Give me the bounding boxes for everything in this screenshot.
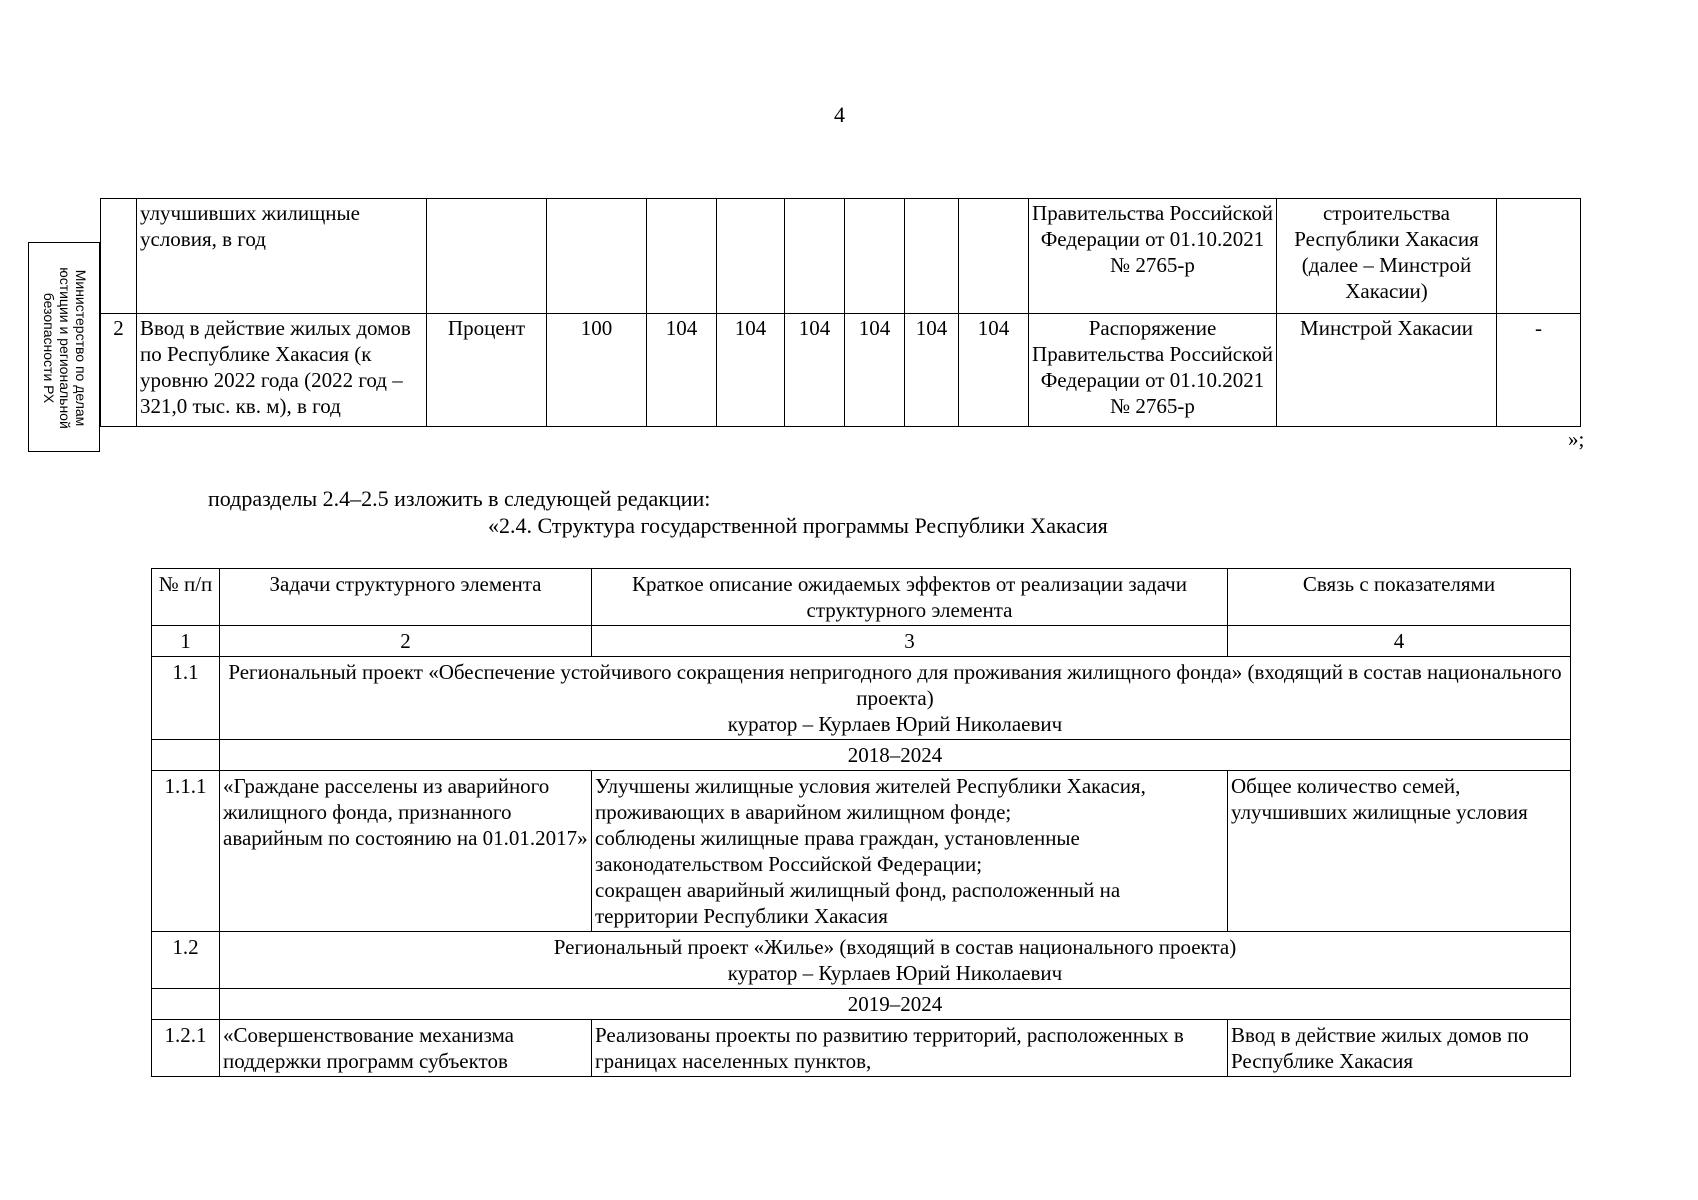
value-cell: 100 (547, 314, 647, 427)
task-effects (592, 771, 1228, 932)
legal-basis: Правительства Российской Федерации от 01.10.2021 № 2765-р (1029, 199, 1277, 314)
unit: Процент (427, 314, 547, 427)
section-number: 1.1 (152, 657, 220, 740)
table-row (101, 199, 1581, 314)
effect-line: Реализованы проекты по развитию территорий, расположенных в границах населенных пунктов, (595, 1023, 1184, 1073)
task-row (152, 771, 1571, 932)
task-number: 1.1.1 (152, 771, 220, 932)
responsible: Минстрой Хакасии (1277, 314, 1497, 427)
header-cell: Краткое описание ожидаемых эффектов от реализации задачи структурного элемента (592, 569, 1228, 626)
task-row (152, 1020, 1571, 1077)
task-name: «Граждане расселены из аварийного жилищного фонда, признанного аварийным по состоянию на 01.01.2017» (220, 771, 592, 932)
effect-line: сокращен аварийный жилищный фонд, расположенный на территории Республики Хакасия (595, 878, 1121, 928)
indicator-name: улучшивших жилищные условия, в год (137, 199, 427, 314)
structure-table (151, 568, 1571, 1077)
col-number: 4 (1228, 626, 1571, 657)
row-number: 2 (101, 314, 137, 427)
task-name: «Совершенствование механизма поддержки программ субъектов (220, 1020, 592, 1077)
section-project-title: Региональный проект «Обеспечение устойчивого сокращения непригодного для проживания жилищного фонда» (входящий в состав национального проекта) (228, 660, 1562, 710)
header-cell: Задачи структурного элемента (220, 569, 592, 626)
section-curator: куратор – Курлаев Юрий Николаевич (727, 712, 1063, 736)
period-row (152, 989, 1571, 1020)
col-number: 2 (220, 626, 592, 657)
value-cell: 104 (647, 314, 717, 427)
row-number (101, 199, 137, 314)
section-title: «2.4. Структура государственной программы Республики Хакасия (488, 513, 1108, 538)
effect-line: соблюдены жилищные права граждан, установленные законодательством Российской Федерации; (595, 826, 1080, 876)
task-effects (592, 1020, 1228, 1077)
indicator-name: Ввод в действие жилых домов по Республике Хакасия (к уровню 2022 года (2022 год – 321,0 тыс. кв. м), в год (137, 314, 427, 427)
col-number: 1 (152, 626, 220, 657)
value-cell: 104 (785, 314, 845, 427)
intro-text: подразделы 2.4–2.5 изложить в следующей редакции: (208, 486, 711, 511)
period-row (152, 740, 1571, 771)
section-title-cell (220, 657, 1571, 740)
effect-line: Улучшены жилищные условия жителей Республики Хакасия, проживающих в аварийном жилищном фонде; (595, 774, 1146, 824)
closing-quote: »; (1568, 427, 1585, 451)
legal-basis: Распоряжение Правительства Российской Федерации от 01.10.2021 № 2765-р (1029, 314, 1277, 427)
period-cell: 2019–2024 (220, 989, 1571, 1020)
section-curator: куратор – Курлаев Юрий Николаевич (727, 961, 1063, 985)
section-title-cell (220, 932, 1571, 989)
header-cell: Связь с показателями (1228, 569, 1571, 626)
col-number: 3 (592, 626, 1228, 657)
stamp-text: Министерство по делам юстиции и региональной безопасности РХ (41, 267, 89, 429)
section-number: 1.2 (152, 932, 220, 989)
header-cell: № п/п (152, 569, 220, 626)
task-number: 1.2.1 (152, 1020, 220, 1077)
column-numbers-row (152, 626, 1571, 657)
ministry-stamp (28, 242, 100, 452)
responsible: строительства Республики Хакасия (далее – Минстрой Хакасии) (1277, 199, 1497, 314)
value-cell: 104 (717, 314, 785, 427)
section-row (152, 932, 1571, 989)
period-cell: 2018–2024 (220, 740, 1571, 771)
value-cell: 104 (959, 314, 1029, 427)
section-project-title: Региональный проект «Жилье» (входящий в состав национального проекта) (553, 935, 1237, 959)
value-cell: 104 (845, 314, 905, 427)
header-row (152, 569, 1571, 626)
section-row (152, 657, 1571, 740)
value-cell: 104 (905, 314, 959, 427)
task-indicator: Ввод в действие жилых домов по Республике Хакасия (1228, 1020, 1571, 1077)
indicators-table (100, 198, 1581, 427)
task-indicator: Общее количество семей, улучшивших жилищные условия (1228, 771, 1571, 932)
table-row (101, 314, 1581, 427)
page-number: 4 (834, 102, 845, 127)
extra-cell: - (1497, 314, 1581, 427)
